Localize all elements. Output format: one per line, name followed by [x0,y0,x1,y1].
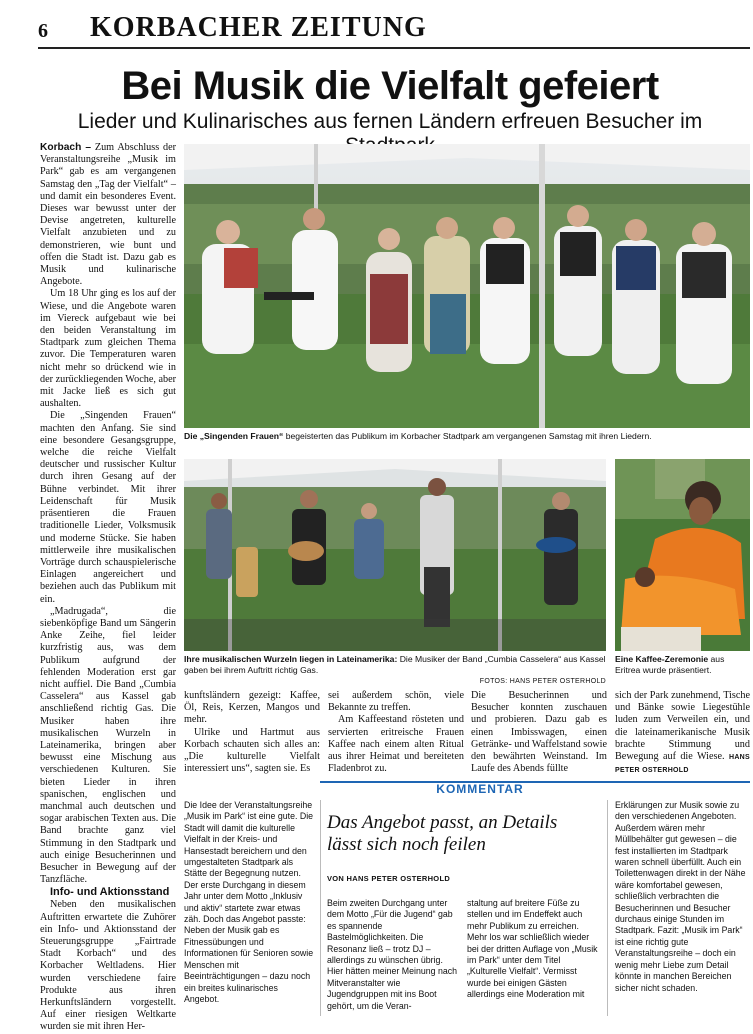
singing-women-image [184,144,750,428]
article-column-5 [615,690,750,776]
caption-lead: Ihre musikalischen Wurzeln liegen in Lateinamerika: [184,654,398,664]
column-divider [320,800,321,1016]
article-column-4 [471,690,607,776]
photo-band [184,459,606,651]
caption-lead: Eine Kaffee-Zeremonie [615,654,709,664]
caption-coffee [615,654,750,676]
paragraph: sich der Park zunehmend, Tische und Bänke sowie Liegestühle luden zum Verweilen ein, und die lateinamerikanische Musik brachte Stimmung und Bewegung auf die Wiese. [615,690,750,763]
kommentar-title: Das Angebot passt, an Details lässt sich noch feilen [327,812,558,855]
kommentar-label: KOMMENTAR [436,782,524,796]
paragraph: Ulrike und Hartmut aus Korbach schauten sich alles an: „Die kulturelle Vielfalt interessiert uns“, sagten sie. Es [184,726,320,775]
caption-text: Die Musiker der Band „Cumbia Casselera“ aus Kassel gaben bei ihrem Auftritt richtig Gas. [184,654,606,675]
paragraph: Um 18 Uhr ging es los auf der Wiese, und die Angebote waren im Viereck aufgebaut wie bei den beiden Veranstaltung im Stadtpark zum gleichen Thema zuvor. Die Temperaturen waren nicht mehr so drückend wie in der zurückliegenden Woche, aber mit Jacke ließ es sich gut aushalten. [40,288,176,410]
paragraph: kunftsländern gezeigt: Kaffee, Öl, Reis, Kerzen, Mangos und mehr. [184,690,320,726]
photo-credit: FOTOS: HANS PETER OSTERHOLD [479,678,606,685]
photo-coffee-ceremony [615,459,750,651]
article-column-3 [328,690,464,776]
kommentar-column-2: Beim zweiten Durchgang unter dem Motto „Für die Jugend“ gab es spannende Bastelmöglichkeiten. Die Resonanz ließ – trotz DJ – allerdings zu wünschen übrig. Hier hätten meiner Meinung nach Mitveranstalter wie Jugendgruppen mit ins Boot gehört, um die Veran- [327,898,458,1011]
article-column-1 [40,142,176,1033]
caption-text: aus Eritrea wurde präsentiert. [615,654,725,675]
paragraph: sei außerdem schön, viele Bekannte zu treffen. [328,690,464,714]
article-column-2 [184,690,320,776]
paragraph: Die Besucherinnen und Besucher konnten zuschauen und probieren. Dazu gab es einen Imbisswagen, einen Getränke- und Waffelstand sowie den bewährten Weinstand. Im Laufe des Abends füllte [471,690,608,775]
paragraph: Zum Abschluss der Veranstaltungsreihe „Musik im Park“ gab es am vergangenen Samstag den „Tag der Vielfalt“ – und damit ein besonderes Event. Dieses war bewusst unter der Devise angetreten, kulturelle Vielfalt anzubieten und zu demonstrieren, wie bunt und offen die Stadt ist. Dazu gab es Musik und kulinarische Angebote. [40,142,176,288]
caption-band [184,654,606,676]
caption-text: begeisterten das Publikum im Korbacher Stadtpark am vergangenen Samstag mit ihren Liedern. [283,431,652,441]
kommentar-column-1: Die Idee der Veranstaltungsreihe „Musik im Park“ ist eine gute. Die Stadt will damit die kulturelle Vielfalt in der Kreis- und Hansestadt bereichern und den umgestalteten Stadtpark als Stätte der Begegnung nutzen. Der erste Durchgang in diesem Jahr unter dem Motto „Inklusiv und aktiv“ startete zwar etwas zäh. Doch das Angebot passte: Neben der Musik gab es Fitnessübungen und Informationen für Senioren sowie Menschen mit Beeinträchtigungen – dazu noch ein breites kulinarisches Angebot. [184,800,314,1004]
paragraph: Neben den musikalischen Auftritten erwartete die Zuhörer ein Info- und Aktionsstand der Steuerungsgruppe „Fairtrade Stadt Korbach“ und des Korbacher Weltladens. Hier wurden verschiedene faire Produkte aus ihren Herkunftsländern vorgestellt. Auf einer riesigen Weltkarte wurden sie mit ihren Her- [40,899,176,1033]
dateline: Korbach – [40,142,92,153]
band-image [184,459,606,651]
caption-singing-women [184,431,750,442]
kommentar-column-4: Erklärungen zur Musik sowie zu den verschiedenen Angeboten. Außerdem wären mehr Müllbehälter gut gewesen – die fest installierten im Stadtpark waren schnell überfüllt. Auch ein Toilettenwagen direkt in der Nähe wäre komfortabel gewesen, schließlich verbrachten die Besucherinnen und Besucher durchaus einige Stunden im Stadtpark. Fazit: „Musik im Park“ ist eine richtig gute Veranstaltungsreihe – doch ein wenig mehr Liebe zum Detail könnte in manchen Bereichen sicher nicht schaden. [615,800,746,993]
coffee-ceremony-image [615,459,750,651]
article-subheadline: Lieder und Kulinarisches aus fernen Ländern erfreuen Besucher im [77,110,703,133]
page-number: 6 [38,20,48,42]
article-headline: Bei Musik die Vielfalt gefeiert [121,64,659,108]
photo-singing-women [184,144,750,428]
caption-lead: Die „Singenden Frauen“ [184,431,284,441]
newspaper-name: KORBACHER ZEITUNG [90,12,427,43]
kommentar-column-3: staltung auf breitere Füße zu stellen und im Endeffekt auch mehr Publikum zu erreichen. Mehr los war schließlich wieder bei der dritten Auflage von „Musik im Park“ unter dem Titel „Kulturelle Vielfalt“. Vermisst wurde bei einigen Gästen allerdings eine Moderation mit [467,898,598,1000]
paragraph: Am Kaffeestand rösteten und servierten eritreische Frauen Kaffee nach einem alten Ritual aus ihrer Heimat und bereiteten Fladenbrot zu. [328,714,464,775]
article-author: HANS PETER OSTERHOLD [615,754,751,775]
kommentar-author: VON HANS PETER OSTERHOLD [327,874,451,883]
masthead-rule [38,47,750,49]
subheading: Info- und Aktionsstand [50,886,170,899]
paragraph: „Madrugada“, die siebenköpfige Band um Sängerin Anke Zeihe, fiel leider kurzfristig aus, was dem Publikum aufgrund der fehlenden Moderation erst gar nicht auffiel. Die Band „Cumbia Casselera“ aus Kassel gab anschließend richtig Gas. Die Musiker haben ihre musikalischen Wurzeln in Lateinamerika, bringen aber bewusst eine Mischung aus verschiedenen Kulturen. Sie bieten Lieder in ihren spanischen, englischen und manchmal auch deutschen und sogar arabischen Texten aus. Die Band brachte ganz viel Stimmung in den Stadtpark und auch einige Besucherinnen und Besucher in Bewegung auf der Tanzfläche. [40,605,176,886]
paragraph: Die „Singenden Frauen“ machten den Anfang. Sie sind eine besondere Gesangsgruppe, welche die reiche Vielfalt deutscher und russischer Kultur durch ihren Gesang auf der Bühne verbindet. Mit ihrer Leidenschaft für Musik präsentieren die Frauen traditionelle Lieder, Volksmusik und moderne Stücke. Sie haben mittlerweile ihre musikalischen Vorträge durch schauspielerische Einlagen angereichert und beziehen auch das Publikum mit ein. [40,410,176,605]
masthead [38,12,750,48]
column-divider [607,800,608,1016]
